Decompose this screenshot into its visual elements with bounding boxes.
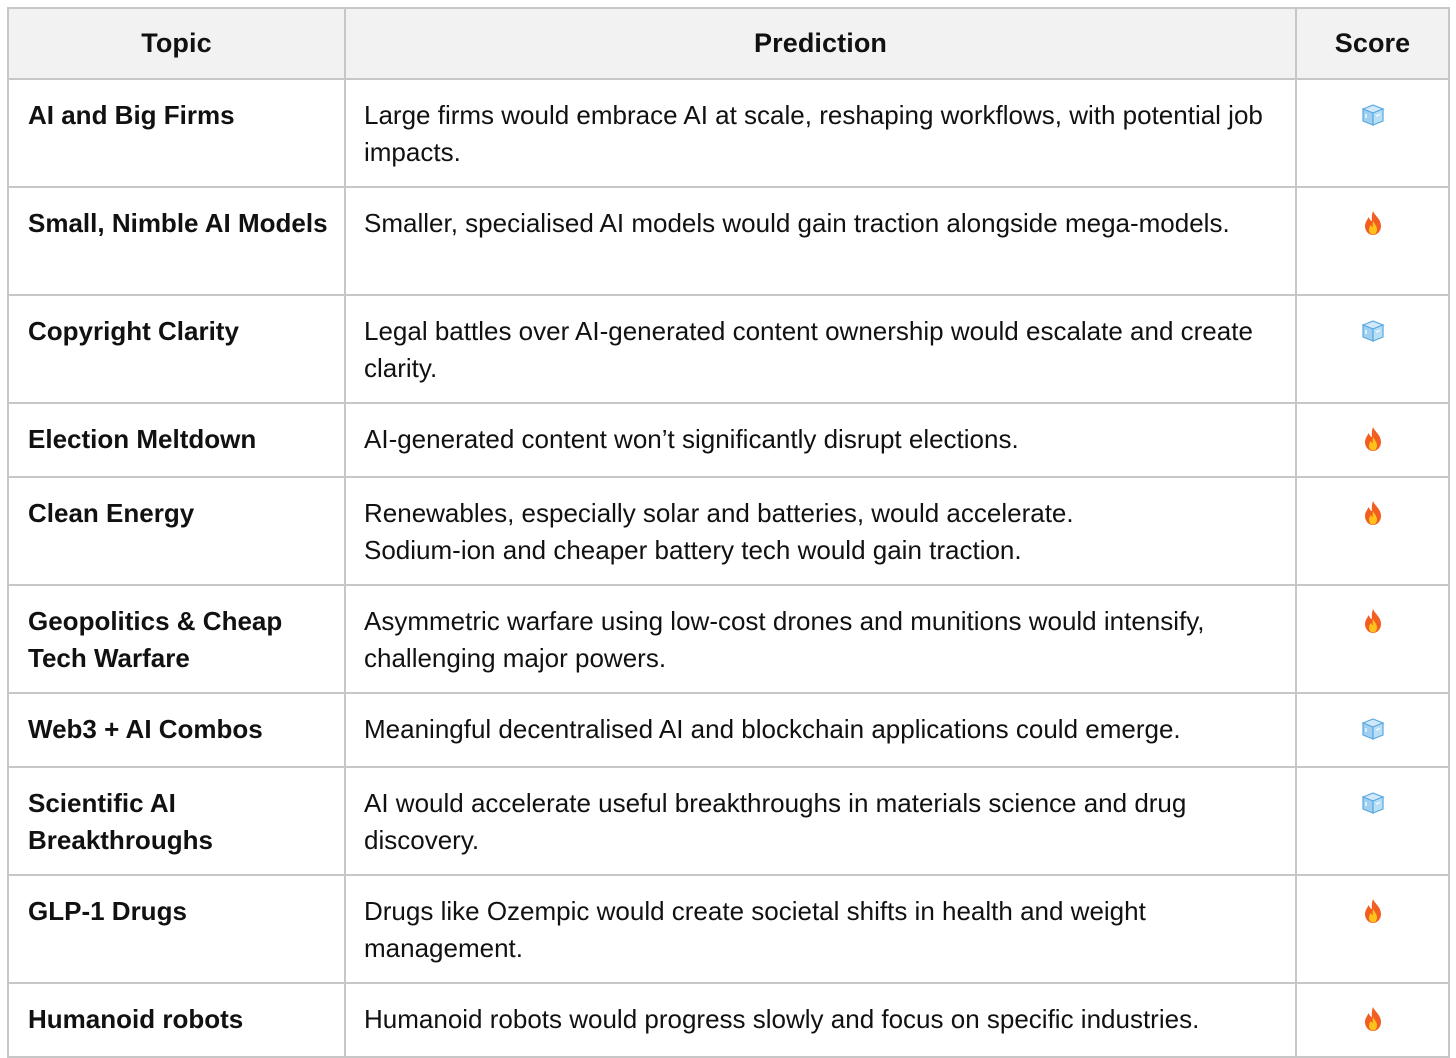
score-cell [1296,875,1449,983]
prediction-cell: AI-generated content won’t significantly disrupt elections. [345,403,1296,477]
fire-icon [1360,500,1386,526]
topic-cell: GLP-1 Drugs [8,875,345,983]
prediction-cell: Humanoid robots would progress slowly and focus on specific industries. [345,983,1296,1057]
prediction-cell: Meaningful decentralised AI and blockchain applications could emerge. [345,693,1296,767]
fire-icon [1360,898,1386,924]
ice-cube-icon [1360,790,1386,816]
prediction-cell: Drugs like Ozempic would create societal shifts in health and weight management. [345,875,1296,983]
prediction-cell: Legal battles over AI-generated content ownership would escalate and create clarity. [345,295,1296,403]
topic-cell: Clean Energy [8,477,345,585]
score-cell [1296,477,1449,585]
score-cell [1296,585,1449,693]
prediction-cell: AI would accelerate useful breakthroughs in materials science and drug discovery. [345,767,1296,875]
score-column-header: Score [1296,8,1449,79]
table-row [8,79,1449,187]
score-cell [1296,767,1449,875]
topic-cell: Humanoid robots [8,983,345,1057]
topic-cell: Election Meltdown [8,403,345,477]
ice-cube-icon [1360,318,1386,344]
topic-cell: Web3 + AI Combos [8,693,345,767]
score-cell [1296,187,1449,295]
score-cell [1296,403,1449,477]
table-row [8,693,1449,767]
table-row [8,295,1449,403]
fire-icon [1360,210,1386,236]
topic-cell: AI and Big Firms [8,79,345,187]
table-header-row [8,8,1449,79]
topic-cell: Geopolitics & Cheap Tech Warfare [8,585,345,693]
prediction-line: Sodium-ion and cheaper battery tech would gain traction. [364,535,1022,565]
topic-cell: Scientific AI Breakthroughs [8,767,345,875]
table-row [8,875,1449,983]
fire-icon [1360,1006,1386,1032]
table-row [8,983,1449,1057]
score-cell [1296,983,1449,1057]
fire-icon [1360,426,1386,452]
ice-cube-icon [1360,716,1386,742]
topic-cell: Small, Nimble AI Models [8,187,345,295]
topic-cell: Copyright Clarity [8,295,345,403]
prediction-line: Renewables, especially solar and batteries, would accelerate. [364,498,1074,528]
prediction-cell: Smaller, specialised AI models would gain traction alongside mega-models. [345,187,1296,295]
prediction-cell [345,477,1296,585]
table-row [8,767,1449,875]
table-row [8,585,1449,693]
table-row [8,477,1449,585]
score-cell [1296,693,1449,767]
fire-icon [1360,608,1386,634]
table-row [8,403,1449,477]
prediction-cell: Asymmetric warfare using low-cost drones and munitions would intensify, challenging major powers. [345,585,1296,693]
score-cell [1296,79,1449,187]
score-cell [1296,295,1449,403]
predictions-table-container [7,7,1448,1058]
ice-cube-icon [1360,102,1386,128]
table-row [8,187,1449,295]
prediction-column-header: Prediction [345,8,1296,79]
prediction-cell: Large firms would embrace AI at scale, reshaping workflows, with potential job impacts. [345,79,1296,187]
topic-column-header: Topic [8,8,345,79]
predictions-table [7,7,1450,1058]
